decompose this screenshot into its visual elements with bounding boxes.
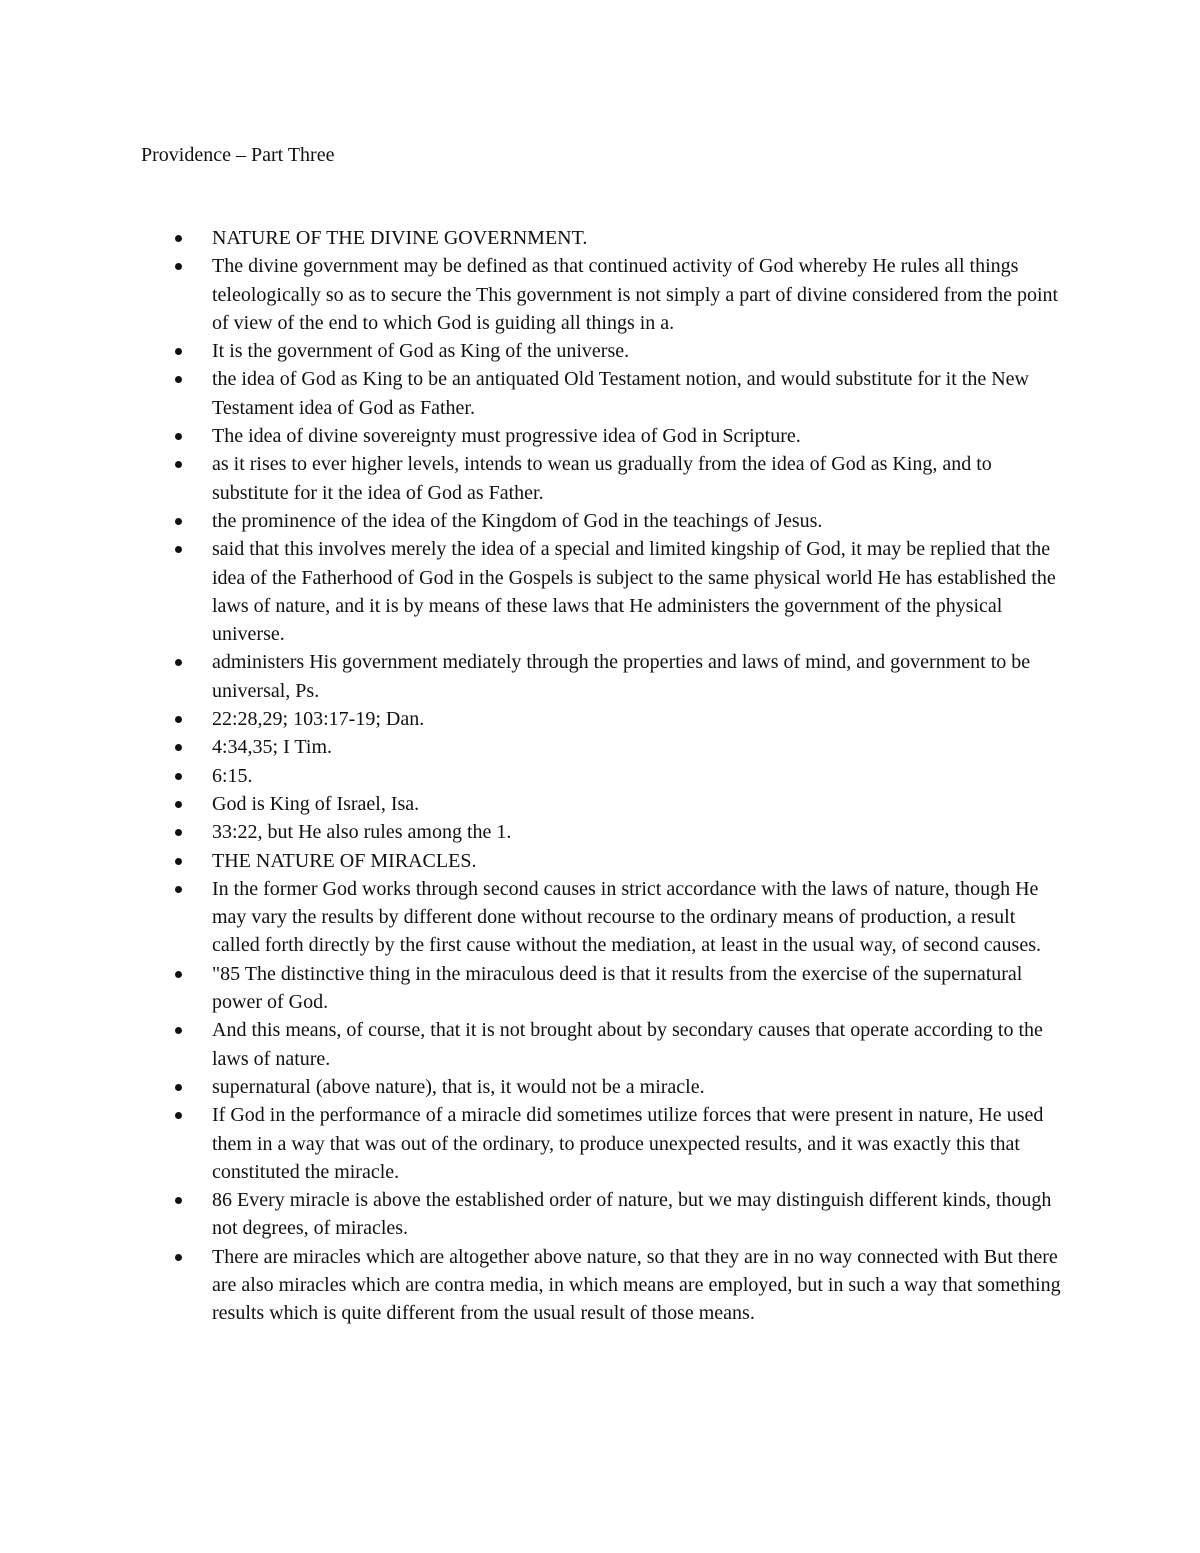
bullet-icon — [175, 376, 182, 383]
bullet-icon — [175, 801, 182, 808]
list-item-text: "85 The distinctive thing in the miraculous deed is that it results from the exercise of the supernatural power of God. — [212, 962, 1023, 1014]
bullet-icon — [175, 235, 182, 242]
document-title: Providence – Part Three — [141, 144, 335, 166]
list-item-text: NATURE OF THE DIVINE GOVERNMENT. — [212, 227, 588, 249]
list-item — [0, 1243, 1064, 1328]
list-item-text: In the former God works through second causes in strict accordance with the laws of nature, though He may vary the results by different done without recourse to the ordinary means of production, a result called forth directly by the first cause without the mediation, at least in the usual way, of second causes. — [212, 877, 1042, 957]
list-item — [0, 733, 1064, 761]
list-item — [0, 1016, 1064, 1073]
list-item-text: said that this involves merely the idea of a special and limited kingship of God, it may be replied that the idea of the Fatherhood of God in the Gospels is subject to the same physical world He has established the laws of nature, and it is by means of these laws that He administers the government of the physical universe. — [212, 538, 1056, 646]
bullet-icon — [175, 744, 182, 751]
list-item — [0, 847, 1064, 875]
list-item — [0, 790, 1064, 818]
list-item-text: 33:22, but He also rules among the 1. — [212, 821, 512, 844]
list-item-text: administers His government mediately through the properties and laws of mind, and government to be universal, Ps. — [212, 651, 1031, 702]
bullet-icon — [175, 461, 182, 468]
bullet-icon — [175, 773, 182, 780]
list-item — [0, 535, 1064, 648]
list-item-text: It is the government of God as King of the universe. — [212, 340, 630, 363]
list-item — [0, 422, 1064, 450]
list-item-text: If God in the performance of a miracle did sometimes utilize forces that were present in nature, He used them in a way that was out of the ordinary, to produce unexpected results, and it was exactly this that constituted the miracle. — [212, 1104, 1044, 1183]
list-item — [0, 818, 1064, 846]
bullet-list — [0, 224, 1200, 1328]
bullet-icon — [175, 716, 182, 723]
list-item-text: 22:28,29; 103:17-19; Dan. — [212, 708, 425, 731]
list-item-text: God is King of Israel, Isa. — [212, 792, 420, 815]
bullet-icon — [175, 263, 182, 270]
bullet-icon — [175, 348, 182, 355]
bullet-icon — [175, 886, 182, 893]
list-item-text: the prominence of the idea of the Kingdom of God in the teachings of Jesus. — [212, 509, 823, 532]
list-item — [0, 337, 1064, 365]
bullet-icon — [175, 1197, 182, 1204]
list-item — [0, 648, 1064, 705]
bullet-icon — [175, 659, 182, 666]
bullet-icon — [175, 1112, 182, 1119]
list-item — [0, 960, 1064, 1017]
list-item — [0, 365, 1064, 422]
list-item — [0, 507, 1064, 535]
list-item-text: 4:34,35; I Tim. — [212, 736, 333, 759]
list-item-text: as it rises to ever higher levels, intends to wean us gradually from the idea of God as King, and to substitute for it the idea of God as Father. — [212, 453, 992, 504]
bullet-icon — [175, 829, 182, 836]
bullet-icon — [175, 971, 182, 978]
list-item — [0, 705, 1064, 733]
list-item-text: the idea of God as King to be an antiquated Old Testament notion, and would substitute for it the New Testament idea of God as Father. — [212, 368, 1029, 419]
list-item-text: There are miracles which are altogether above nature, so that they are in no way connected with But there are also miracles which are contra media, in which means are employed, but in such a way that something results which is quite different from the usual result of those means. — [212, 1245, 1061, 1325]
bullet-icon — [175, 1254, 182, 1261]
list-item — [0, 1186, 1064, 1243]
bullet-icon — [175, 1084, 182, 1091]
list-item — [0, 450, 1064, 507]
bullet-icon — [175, 518, 182, 525]
bullet-icon — [175, 858, 182, 865]
list-item-text: supernatural (above nature), that is, it would not be a miracle. — [212, 1075, 705, 1098]
bullet-icon — [175, 433, 182, 440]
list-item — [0, 1101, 1064, 1186]
list-item-text: 86 Every miracle is above the established order of nature, but we may distinguish different kinds, though not degrees, of miracles. — [212, 1189, 1052, 1240]
list-item-text: 6:15. — [212, 764, 253, 787]
bullet-icon — [175, 1027, 182, 1034]
list-item — [0, 252, 1064, 337]
list-item — [0, 875, 1064, 960]
bullet-icon — [175, 546, 182, 553]
list-item-text: And this means, of course, that it is not brought about by secondary causes that operate according to the laws of nature. — [212, 1019, 1043, 1070]
list-item-text: The divine government may be defined as that continued activity of God whereby He rules all things teleologically so as to secure the This government is not simply a part of divine considered from the point of view of the end to which God is guiding all things in a. — [212, 255, 1059, 334]
list-item — [0, 1073, 1064, 1101]
list-item-text: THE NATURE OF MIRACLES. — [212, 849, 477, 872]
list-item — [0, 224, 1064, 252]
list-item — [0, 762, 1064, 790]
list-item-text: The idea of divine sovereignty must progressive idea of God in Scripture. — [212, 425, 801, 448]
